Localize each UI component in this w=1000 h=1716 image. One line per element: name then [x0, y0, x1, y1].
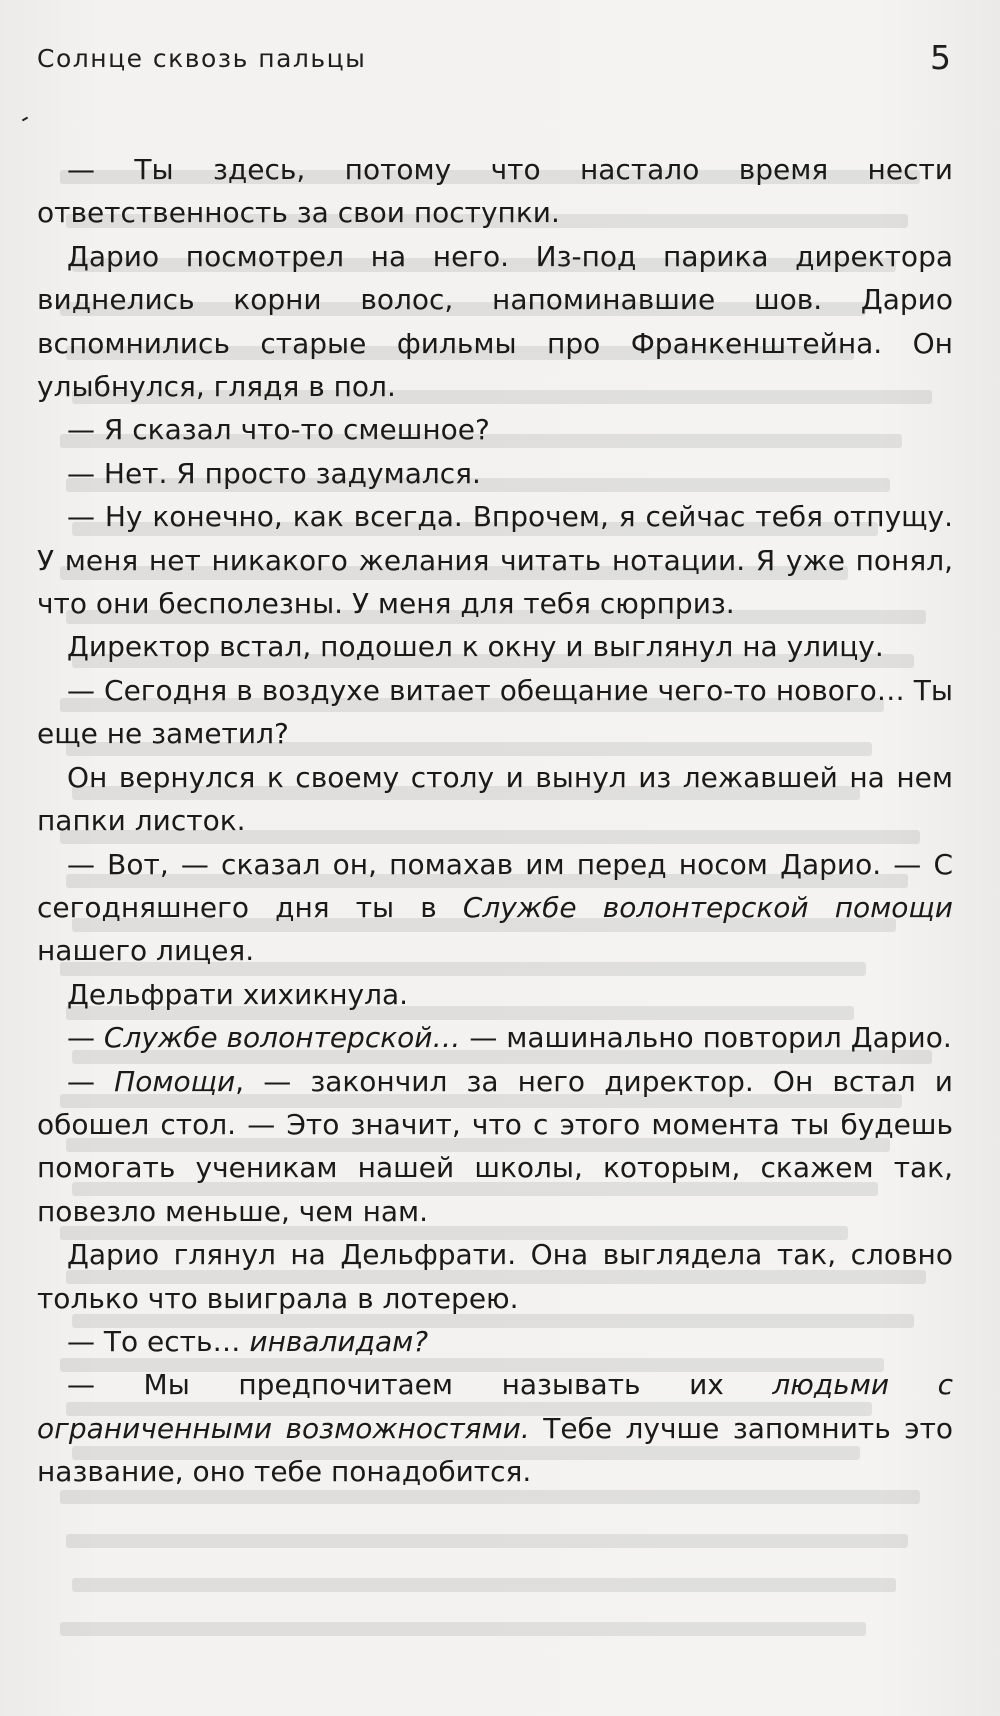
paragraph: — Ну конечно, как всегда. Впрочем, я сейчас тебя отпущу. У меня нет никакого желания читать нотации. Я уже понял, что они бесполезны. У меня для тебя сюрприз.	[37, 500, 953, 621]
text-run: , — закончил за него директор. Он встал и обошел стол. — Это значит, что с этого момента ты будешь помогать ученикам нашей школы, которым, скажем так, повезло меньше, чем нам.	[37, 1064, 953, 1228]
paragraph: Он вернулся к своему столу и вынул из лежавшей на нем папки листок.	[37, 760, 953, 838]
italic-run: инвалидам?	[249, 1324, 429, 1358]
paragraph: — Нет. Я просто задумался.	[67, 456, 481, 490]
paragraph: Дарио глянул на Дельфрати. Она выглядела так, словно только что выиграла в лотерею.	[37, 1238, 953, 1315]
paragraph	[37, 1363, 953, 1493]
page-number: 5	[930, 38, 951, 77]
paragraph	[37, 1060, 953, 1234]
print-mark	[22, 117, 28, 122]
text-run: Тебе лучше запомнить это название, оно тебе понадобится.	[37, 1411, 954, 1489]
text-run: — Вот, — сказал он, помахав им перед носом Дарио. — С сегодняшнего дня ты в	[37, 847, 953, 924]
paragraph: Дарио посмотрел на него. Из-под парика директора виднелись корни волос, напоминавшие шов. Дарио вспомнились старые фильмы про Франкенштейна. Он улыбнулся, глядя в пол.	[37, 239, 953, 404]
text-run: —	[67, 1064, 115, 1098]
paragraph: Директор встал, подошел к окну и выглянул на улицу.	[67, 630, 884, 664]
show-through-line	[60, 1622, 866, 1636]
running-title: Солнце сквозь пальцы	[37, 44, 367, 73]
show-through-line	[72, 1578, 896, 1592]
italic-run: Помощи	[114, 1064, 236, 1098]
show-through-line	[66, 1534, 908, 1548]
paragraph: — Я сказал что-то смешное?	[67, 413, 490, 447]
text-run: — То есть…	[67, 1324, 250, 1358]
paragraph	[37, 843, 953, 973]
italic-run: людьми с ограниченными возможностями.	[37, 1368, 953, 1445]
body-text	[37, 148, 953, 1494]
text-run: — Мы предпочитаем называть их	[67, 1368, 773, 1402]
paragraph: — Ты здесь, потому что настало время нести ответственность за свои поступки.	[37, 153, 953, 230]
paragraph	[37, 1320, 953, 1363]
text-run: —	[67, 1021, 104, 1055]
paragraph: Дельфрати хихикнула.	[67, 977, 409, 1011]
paragraph: — Сегодня в воздухе витает обещание чего-то нового… Ты еще не заметил?	[37, 673, 953, 751]
italic-run: Службе волонтерской…	[103, 1021, 461, 1055]
paragraph	[37, 1016, 953, 1059]
text-run: нашего лицея.	[37, 934, 255, 968]
text-run: — машинально повторил Дарио.	[460, 1021, 952, 1055]
italic-run: Службе волонтерской помощи	[462, 890, 953, 924]
